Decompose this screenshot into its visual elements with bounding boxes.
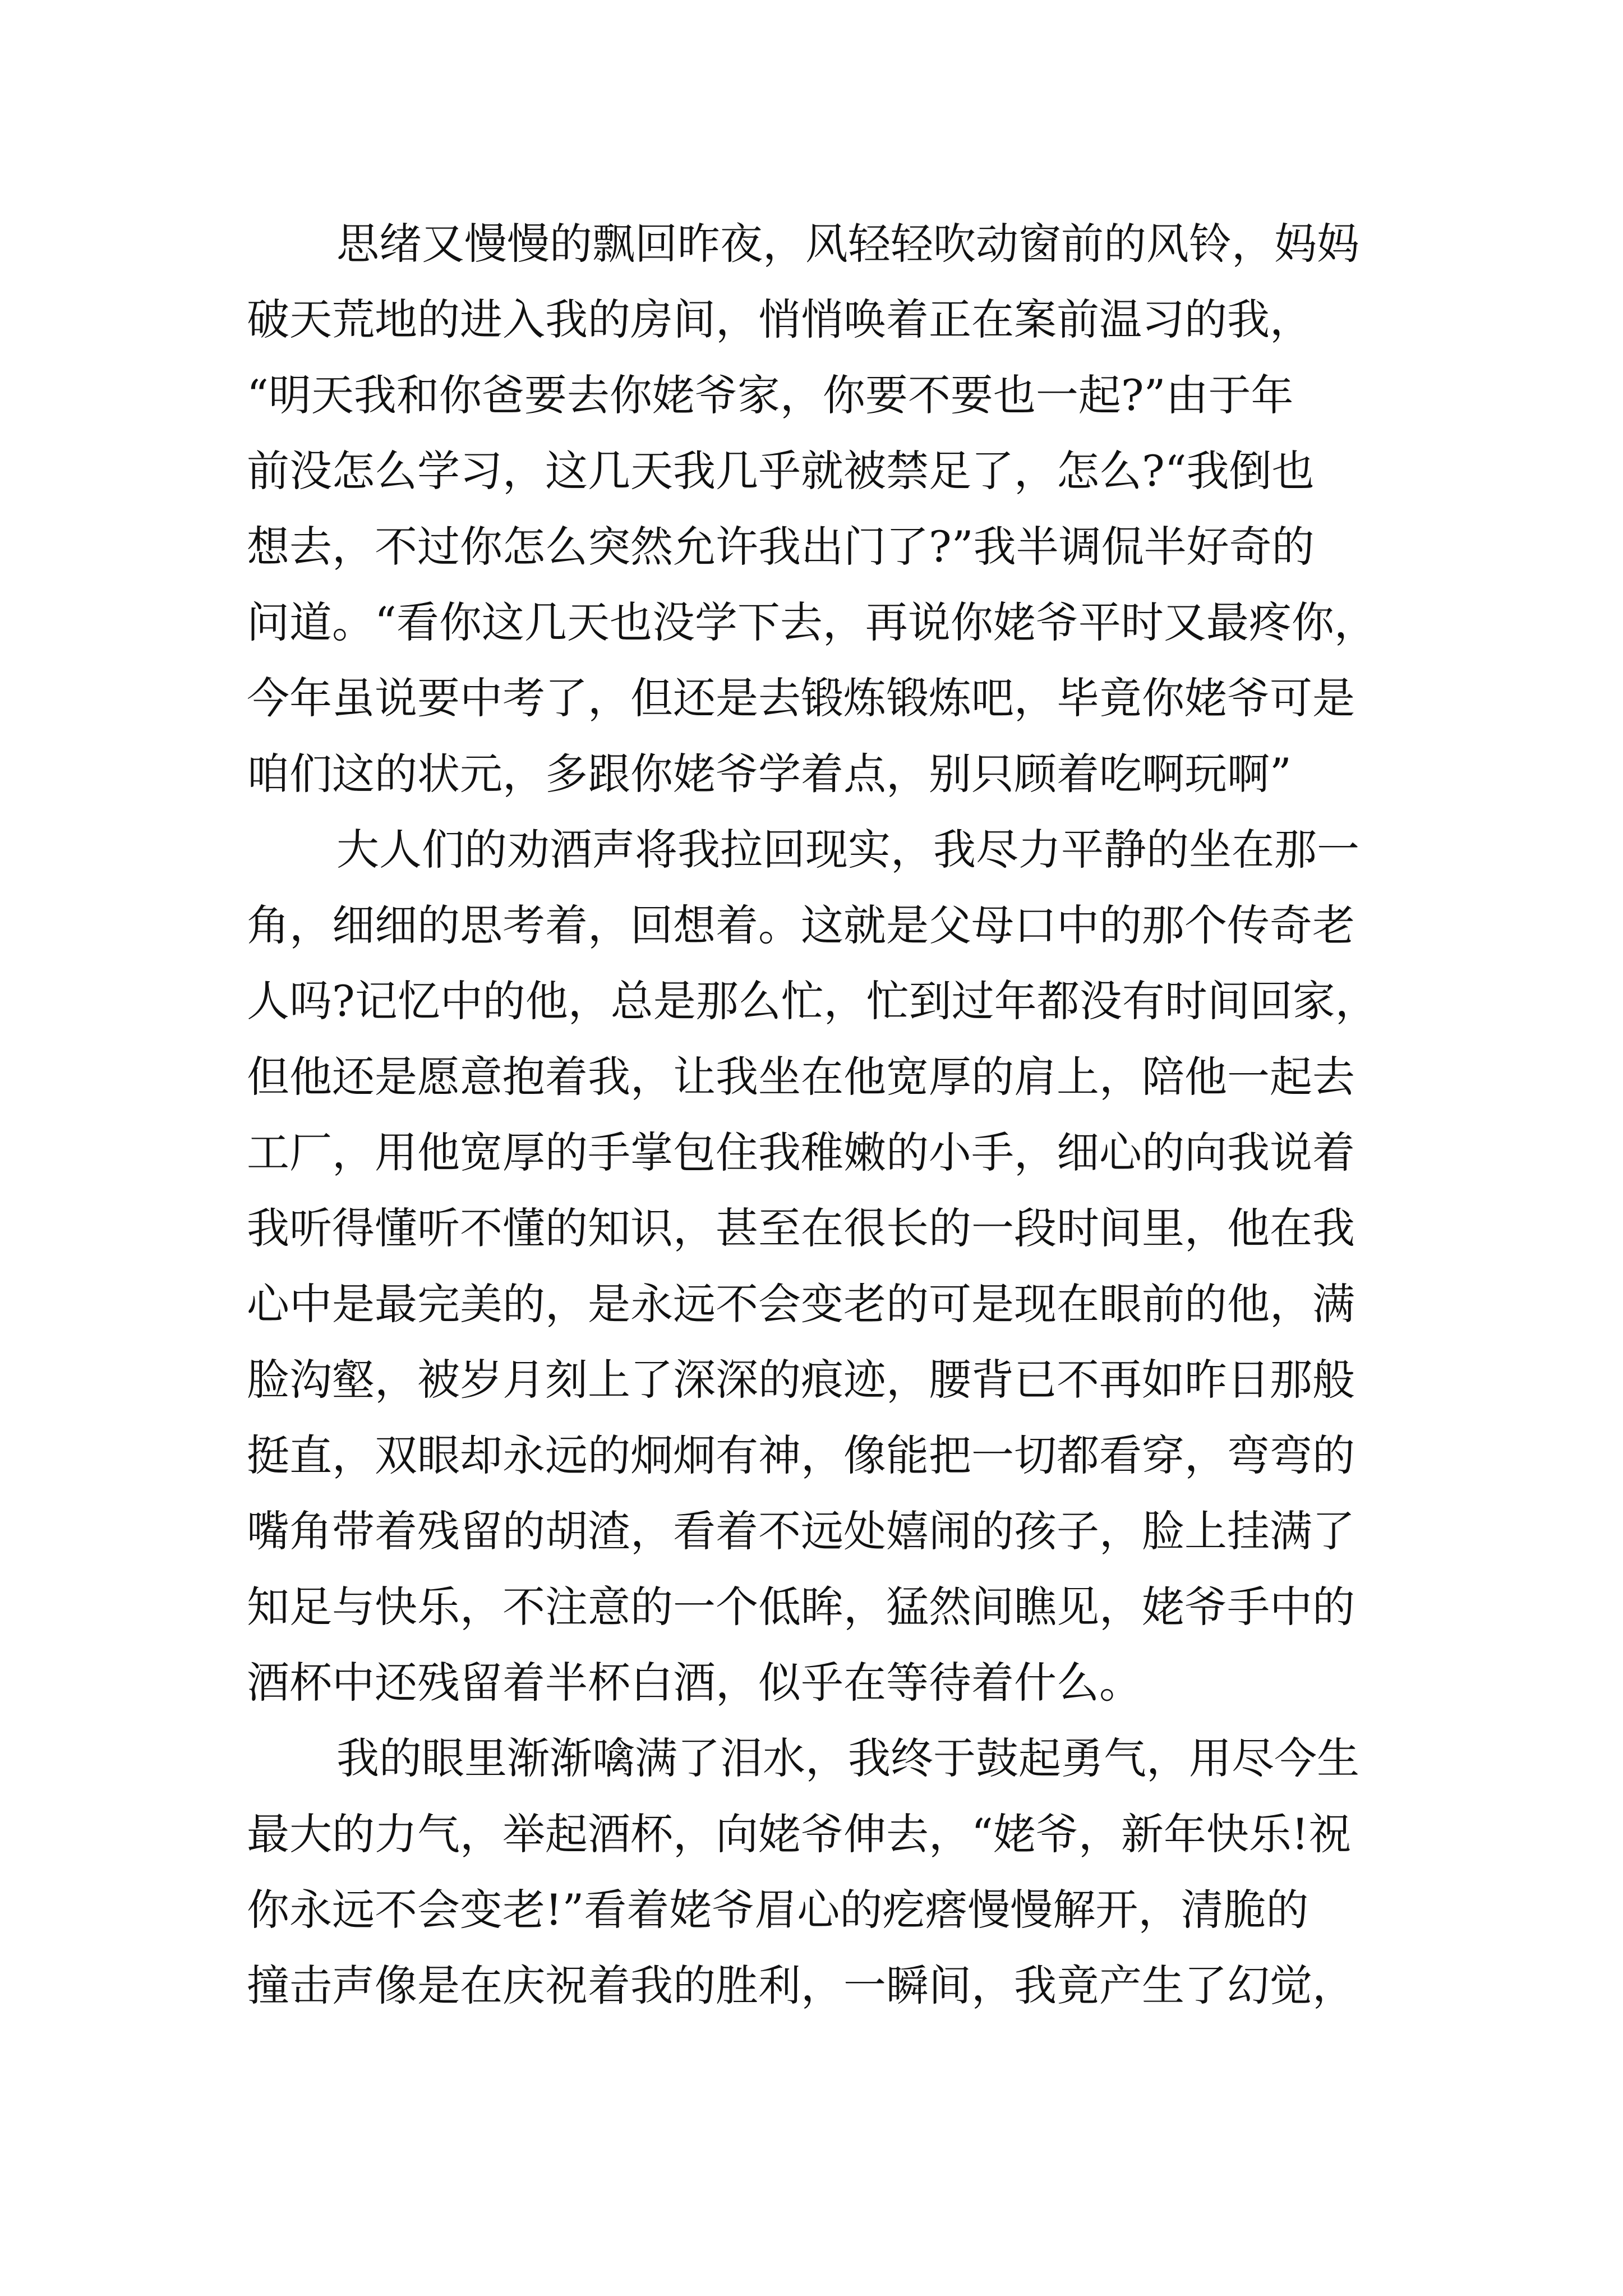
text-line: 心中是最完美的，是永远不会变老的可是现在眼前的他，满 (247, 1279, 1355, 1329)
text-line: 问道。“看你这几天也没学下去，再说你姥爷平时又最疼你， (247, 597, 1377, 647)
text-line: 我听得懂听不懂的知识，甚至在很长的一段时间里，他在我 (247, 1203, 1355, 1253)
text-line: 大人们的劝酒声将我拉回现实，我尽力平静的坐在那一 (336, 825, 1359, 875)
text-line: 撞击声像是在庆祝着我的胜利，一瞬间，我竟产生了幻觉， (247, 1961, 1355, 2010)
text-line: 酒杯中还残留着半杯白酒，似乎在等待着什么。 (247, 1658, 1142, 1708)
text-line: 咱们这的状元，多跟你姥爷学着点，别只顾着吃啊玩啊” (247, 749, 1292, 799)
text-line: 嘴角带着残留的胡渣，看着不远处嬉闹的孩子，脸上挂满了 (247, 1506, 1355, 1556)
text-line: 今年虽说要中考了，但还是去锻炼锻炼吧，毕竟你姥爷可是 (247, 673, 1355, 723)
text-line: “明天我和你爸要去你姥爷家，你要不要也一起?”由于年 (247, 370, 1294, 420)
text-line: 脸沟壑，被岁月刻上了深深的痕迹，腰背已不再如昨日那般 (247, 1355, 1355, 1405)
text-line: 工厂，用他宽厚的手掌包住我稚嫩的小手，细心的向我说着 (247, 1128, 1355, 1177)
text-line: 角，细细的思考着，回想着。这就是父母口中的那个传奇老 (247, 900, 1355, 950)
text-line: 挺直，双眼却永远的炯炯有神，像能把一切都看穿，弯弯的 (247, 1430, 1355, 1480)
text-line: 我的眼里渐渐噙满了泪水，我终于鼓起勇气，用尽今生 (336, 1733, 1359, 1783)
text-line: 你永远不会变老!”看着姥爷眉心的疙瘩慢慢解开，清脆的 (247, 1885, 1309, 1935)
text-line: 但他还是愿意抱着我，让我坐在他宽厚的肩上，陪他一起去 (247, 1052, 1355, 1102)
text-line: 最大的力气，举起酒杯，向姥爷伸去，“姥爷，新年快乐!祝 (247, 1809, 1352, 1859)
text-line: 思绪又慢慢的飘回昨夜，风轻轻吹动窗前的风铃，妈妈 (336, 219, 1359, 269)
text-line: 前没怎么学习，这几天我几乎就被禁足了，怎么?“我倒也 (247, 446, 1315, 496)
text-line: 人吗?记忆中的他，总是那么忙，忙到过年都没有时间回家， (247, 976, 1378, 1026)
text-line: 破天荒地的进入我的房间，悄悄唤着正在案前温习的我， (247, 295, 1312, 344)
text-line: 知足与快乐，不注意的一个低眸，猛然间瞧见，姥爷手中的 (247, 1582, 1355, 1632)
text-line: 想去，不过你怎么突然允许我出门了?”我半调侃半好奇的 (247, 522, 1315, 572)
